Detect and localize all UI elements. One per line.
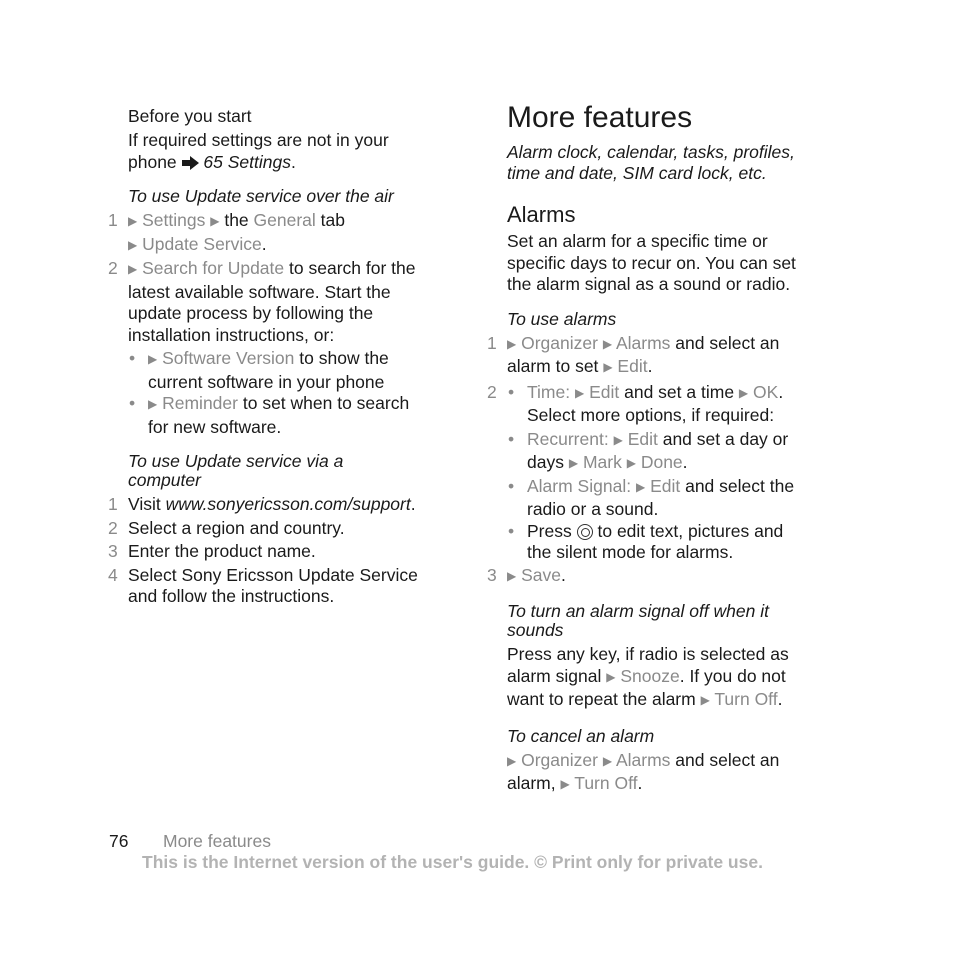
menu-triangle-icon: ▶	[603, 360, 613, 374]
search-for-update-item[interactable]: Search for Update	[142, 258, 285, 278]
navigation-key-icon	[577, 524, 593, 540]
computer-step-4: 4 Select Sony Ericsson Update Service and follow the instructions.	[108, 564, 418, 606]
snooze-item[interactable]: Snooze	[620, 665, 680, 686]
intro-text: Alarm clock, calendar, tasks, profiles, time and date, SIM card lock, etc.	[507, 142, 795, 183]
footer-section-name: More features	[163, 831, 271, 851]
step-1: 1 ▶ Settings ▶ the General tab ▶ Update Service.	[108, 210, 345, 254]
computer-heading: To use Update service via a computer	[128, 451, 344, 490]
ok-item[interactable]: OK	[753, 381, 779, 402]
menu-triangle-icon: ▶	[210, 214, 220, 228]
bullet-alarm-signal: • Alarm Signal: ▶ Edit and select the radio or a sound.	[508, 475, 795, 519]
menu-triangle-icon: ▶	[606, 669, 616, 684]
menu-triangle-icon: ▶	[635, 479, 646, 494]
cancel-alarm-text: ▶ Organizer ▶ Alarms and select an alarm, ▶ Turn Off.	[507, 749, 780, 793]
menu-triangle-icon: ▶	[507, 336, 517, 351]
alarm-step-3: 3 ▶ Save.	[487, 564, 566, 585]
reminder-item[interactable]: Reminder	[162, 393, 238, 413]
menu-triangle-icon: ▶	[148, 397, 158, 411]
recurrent-item[interactable]: Recurrent:	[527, 428, 609, 449]
menu-triangle-icon: ▶	[568, 456, 579, 470]
edit-item[interactable]: Edit	[617, 356, 648, 376]
menu-triangle-icon: ▶	[507, 568, 517, 583]
alarm-signal-item[interactable]: Alarm Signal:	[527, 475, 632, 496]
settings-menu-item[interactable]: Settings	[142, 210, 206, 230]
menu-triangle-icon: ▶	[602, 753, 613, 768]
alarms-heading: Alarms	[507, 202, 576, 227]
menu-triangle-icon: ▶	[507, 753, 517, 768]
computer-step-3: 3 Enter the product name.	[108, 541, 316, 561]
page-number: 76	[109, 831, 129, 851]
left-column	[108, 106, 458, 608]
computer-step-2: 2 Select a region and country.	[108, 517, 345, 538]
bullet-recurrent: • Recurrent: ▶ Edit and set a day or days ▶ Mark ▶ Done.	[508, 428, 789, 472]
menu-triangle-icon: ▶	[128, 214, 138, 228]
bullet-reminder: • ▶ Reminder to set when to search for new software.	[129, 393, 410, 437]
alarm-step-1: 1 ▶ Organizer ▶ Alarms and select an alarm to set ▶ Edit.	[487, 332, 780, 376]
edit-item[interactable]: Edit	[589, 381, 620, 402]
menu-triangle-icon: ▶	[602, 336, 613, 351]
menu-triangle-icon: ▶	[738, 385, 749, 400]
menu-triangle-icon: ▶	[613, 432, 623, 447]
time-item[interactable]: Time:	[527, 381, 571, 402]
step-2: 2 ▶ Search for Update to search for the latest available software. Start the update process by following the installation instructions, or:	[108, 258, 416, 345]
update-service-menu-item[interactable]: Update Service	[142, 233, 262, 254]
done-item[interactable]: Done	[640, 452, 683, 472]
bullet-software-version: • ▶ Software Version to show the current software in your phone	[129, 348, 389, 392]
computer-step-1: 1 Visit www.sonyericsson.com/support.	[108, 494, 416, 514]
over-air-heading: To use Update service over the air	[128, 186, 394, 206]
menu-triangle-icon: ▶	[128, 262, 138, 276]
edit-item[interactable]: Edit	[650, 475, 681, 496]
before-you-start-heading: Before you start	[128, 106, 252, 126]
organizer-menu-item[interactable]: Organizer	[521, 332, 598, 353]
before-you-start-text: If required settings are not in your phone 65 Settings.	[128, 130, 389, 172]
page-title: More features	[507, 101, 693, 134]
menu-triangle-icon: ▶	[574, 385, 585, 400]
use-alarms-heading: To use alarms	[507, 308, 617, 329]
support-url-link[interactable]: www.sonyericsson.com/support	[165, 494, 411, 514]
turn-off-item[interactable]: Turn Off	[574, 773, 638, 793]
menu-triangle-icon: ▶	[128, 237, 138, 252]
general-tab[interactable]: General	[253, 210, 316, 230]
edit-item[interactable]: Edit	[627, 428, 658, 449]
alarms-menu-item[interactable]: Alarms	[615, 749, 671, 770]
right-column	[487, 100, 837, 797]
turn-off-heading: To turn an alarm signal off when it sounds	[507, 601, 769, 640]
alarm-step-2: 2 • Time: ▶ Edit and set a time ▶ OK. Select more options, if required:	[487, 381, 784, 425]
internet-version-notice: This is the Internet version of the user's guide. © Print only for private use.	[142, 852, 763, 872]
menu-triangle-icon: ▶	[148, 352, 158, 366]
cancel-alarm-heading: To cancel an alarm	[507, 725, 655, 746]
alarms-text: Set an alarm for a specific time or specific days to recur on. You can set the alarm signal as a sound or radio.	[507, 231, 796, 294]
right-arrow-icon	[182, 156, 199, 170]
menu-triangle-icon: ▶	[626, 456, 636, 470]
software-version-item[interactable]: Software Version	[162, 348, 295, 368]
alarms-menu-item[interactable]: Alarms	[615, 332, 671, 353]
mark-item[interactable]: Mark	[582, 452, 622, 472]
turn-off-text: Press any key, if radio is selected as alarm signal ▶ Snooze. If you do not want to repeat the alarm ▶ Turn Off.	[507, 644, 789, 709]
menu-triangle-icon: ▶	[700, 693, 710, 707]
turn-off-item[interactable]: Turn Off	[714, 689, 778, 709]
menu-triangle-icon: ▶	[560, 777, 570, 791]
save-item[interactable]: Save	[521, 564, 561, 585]
settings-page-link[interactable]: 65 Settings	[203, 151, 291, 172]
organizer-menu-item[interactable]: Organizer	[521, 749, 598, 770]
bullet-press: • Press to edit text, pictures and the silent mode for alarms.	[508, 520, 784, 562]
